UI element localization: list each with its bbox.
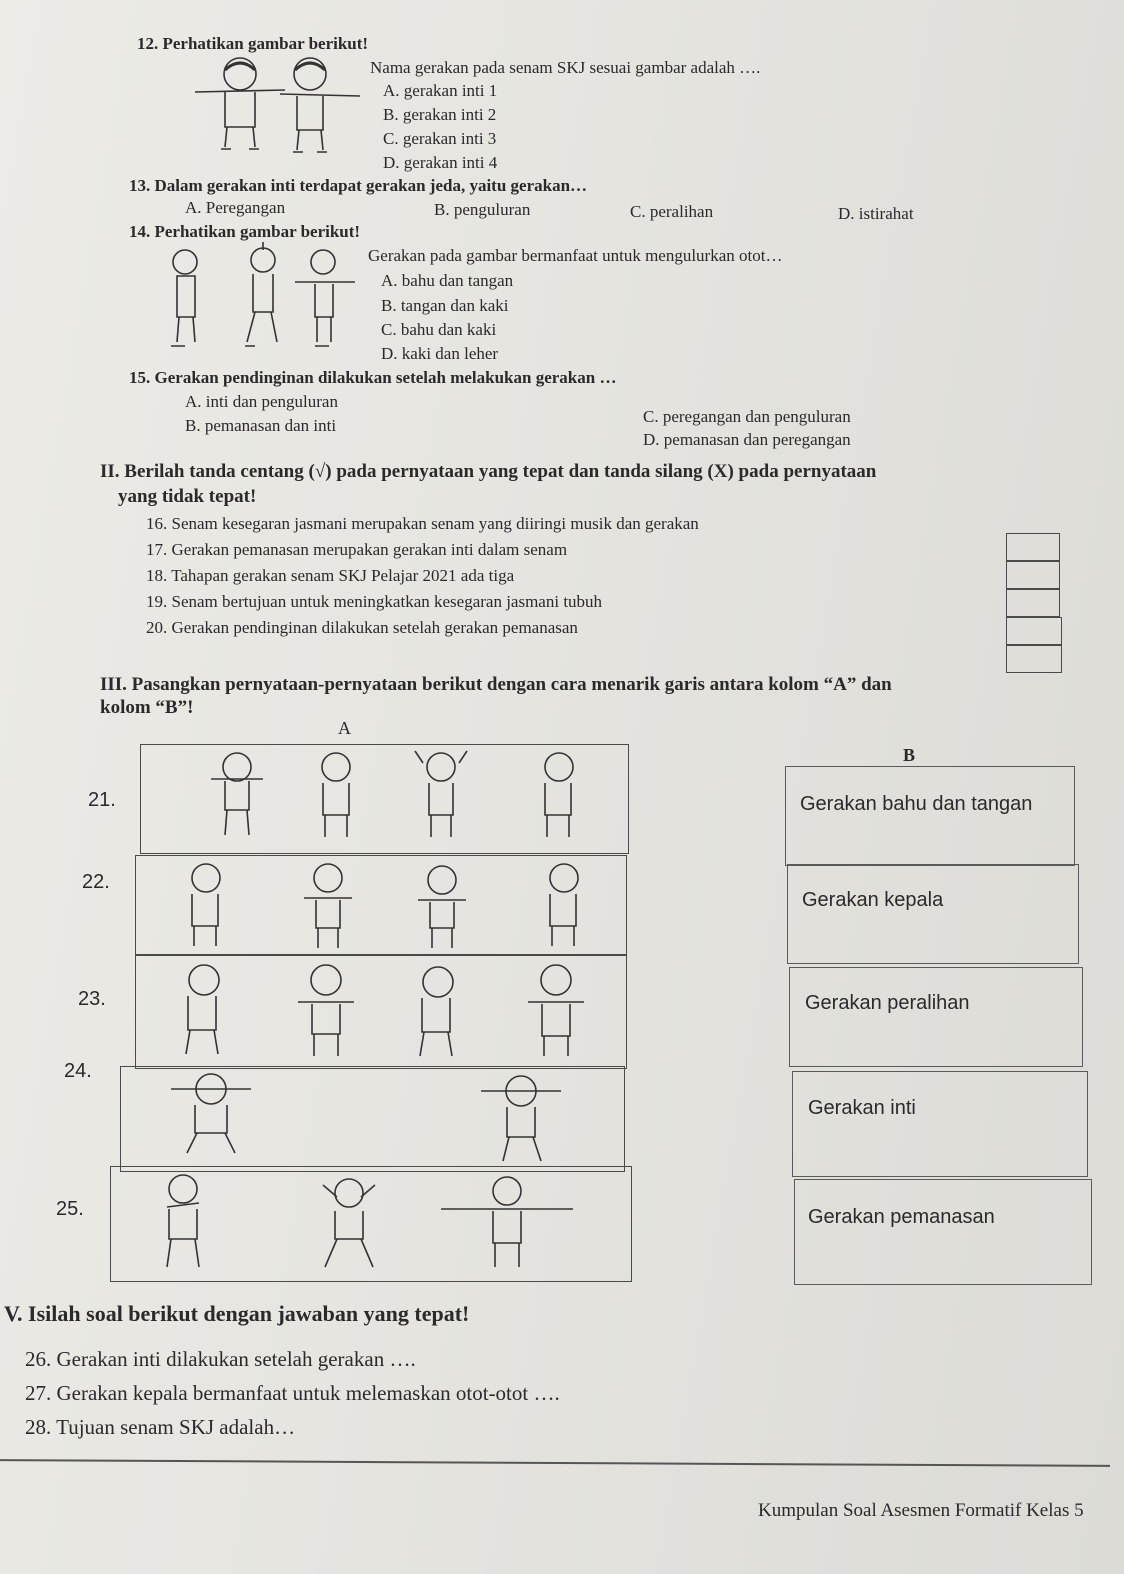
q14-option-d[interactable]: D. kaki dan leher: [381, 344, 499, 363]
footer-divider: [0, 1459, 1110, 1466]
column-b-item-4[interactable]: [792, 1071, 1088, 1177]
q14-option-c[interactable]: C. bahu dan kaki: [381, 320, 497, 339]
section-3-title-line2: kolom “B”!: [100, 697, 194, 718]
column-b-label-2: Gerakan kepala: [802, 889, 944, 911]
column-b-header: B: [903, 745, 916, 765]
column-b-item-3[interactable]: [789, 967, 1083, 1067]
column-b-item-1[interactable]: [785, 766, 1075, 866]
row-number-25: 25.: [56, 1198, 84, 1220]
answer-box-16[interactable]: [1006, 533, 1060, 561]
section-2-title-line2: yang tidak tepat!: [118, 486, 257, 507]
q13-option-c[interactable]: C. peralihan: [630, 202, 714, 221]
section-3-title-line1: III. Pasangkan pernyataan-pernyataan berikut dengan cara menarik garis antara kolom “A” dan: [100, 674, 892, 695]
q13-option-b[interactable]: B. penguluran: [434, 200, 531, 219]
section-2-title-line1: II. Berilah tanda centang (√) pada pernyataan yang tepat dan tanda silang (X) pada pernyataan: [100, 461, 877, 482]
answer-box-20[interactable]: [1006, 645, 1062, 673]
column-a-item-24[interactable]: [120, 1066, 625, 1172]
question-28: 28. Tujuan senam SKJ adalah…: [25, 1415, 296, 1439]
q12-figure: [185, 52, 365, 164]
q14-option-b[interactable]: B. tangan dan kaki: [381, 296, 509, 315]
statement-17: 17. Gerakan pemanasan merupakan gerakan inti dalam senam: [146, 540, 568, 559]
q14-figure: [165, 242, 365, 360]
figure-25: [111, 1167, 631, 1281]
answer-box-18[interactable]: [1006, 589, 1060, 617]
figure-22: [136, 856, 626, 954]
q12-stem: 12. Perhatikan gambar berikut!: [137, 34, 369, 53]
column-b-label-1: Gerakan bahu dan tangan: [800, 793, 1033, 815]
q12-option-c[interactable]: C. gerakan inti 3: [383, 129, 497, 148]
row-number-23: 23.: [78, 988, 106, 1010]
q13-stem: 13. Dalam gerakan inti terdapat gerakan jeda, yaitu gerakan…: [129, 176, 588, 195]
column-b-label-3: Gerakan peralihan: [805, 992, 970, 1014]
q12-option-b[interactable]: B. gerakan inti 2: [383, 105, 497, 124]
q15-option-a[interactable]: A. inti dan penguluran: [185, 392, 338, 411]
column-b-label-4: Gerakan inti: [808, 1097, 916, 1119]
q14-option-a[interactable]: A. bahu dan tangan: [381, 271, 514, 290]
statement-18: 18. Tahapan gerakan senam SKJ Pelajar 2021 ada tiga: [146, 566, 515, 585]
q14-stem: 14. Perhatikan gambar berikut!: [129, 222, 361, 241]
q15-option-c[interactable]: C. peregangan dan penguluran: [643, 407, 851, 426]
q15-stem: 15. Gerakan pendinginan dilakukan setelah melakukan gerakan …: [129, 368, 617, 387]
column-b-label-5: Gerakan pemanasan: [808, 1206, 995, 1228]
column-a-item-23[interactable]: [135, 955, 627, 1069]
answer-box-17[interactable]: [1006, 561, 1060, 589]
figure-24: [121, 1067, 624, 1171]
row-number-21: 21.: [88, 789, 116, 811]
q12-option-a[interactable]: A. gerakan inti 1: [383, 81, 498, 100]
q12-text: Nama gerakan pada senam SKJ sesuai gambar adalah ….: [370, 58, 761, 77]
q15-option-b[interactable]: B. pemanasan dan inti: [185, 416, 337, 435]
figure-21: [141, 745, 628, 853]
row-number-24: 24.: [64, 1060, 92, 1082]
footer-text: Kumpulan Soal Asesmen Formatif Kelas 5: [758, 1500, 1084, 1521]
column-a-item-22[interactable]: [135, 855, 627, 955]
statement-19: 19. Senam bertujuan untuk meningkatkan kesegaran jasmani tubuh: [146, 592, 603, 611]
q14-text: Gerakan pada gambar bermanfaat untuk mengulurkan otot…: [368, 246, 783, 265]
question-27: 27. Gerakan kepala bermanfaat untuk melemaskan otot-otot ….: [25, 1381, 560, 1405]
q13-option-a[interactable]: A. Peregangan: [185, 198, 286, 217]
figure-23: [136, 956, 626, 1068]
column-a-item-21[interactable]: [140, 744, 629, 854]
answer-box-19[interactable]: [1006, 617, 1062, 645]
column-b-item-2[interactable]: [787, 864, 1079, 964]
section-5-title: V. Isilah soal berikut dengan jawaban yang tepat!: [4, 1301, 470, 1326]
column-a-item-25[interactable]: [110, 1166, 632, 1282]
q15-option-d[interactable]: D. pemanasan dan peregangan: [643, 430, 851, 449]
column-b-item-5[interactable]: [794, 1179, 1092, 1285]
q13-option-d[interactable]: D. istirahat: [838, 204, 914, 223]
row-number-22: 22.: [82, 871, 110, 893]
question-26: 26. Gerakan inti dilakukan setelah gerakan ….: [25, 1347, 416, 1371]
statement-16: 16. Senam kesegaran jasmani merupakan senam yang diiringi musik dan gerakan: [146, 514, 699, 533]
column-a-header: A: [338, 718, 351, 738]
statement-20: 20. Gerakan pendinginan dilakukan setelah gerakan pemanasan: [146, 618, 578, 637]
q12-option-d[interactable]: D. gerakan inti 4: [383, 153, 498, 172]
